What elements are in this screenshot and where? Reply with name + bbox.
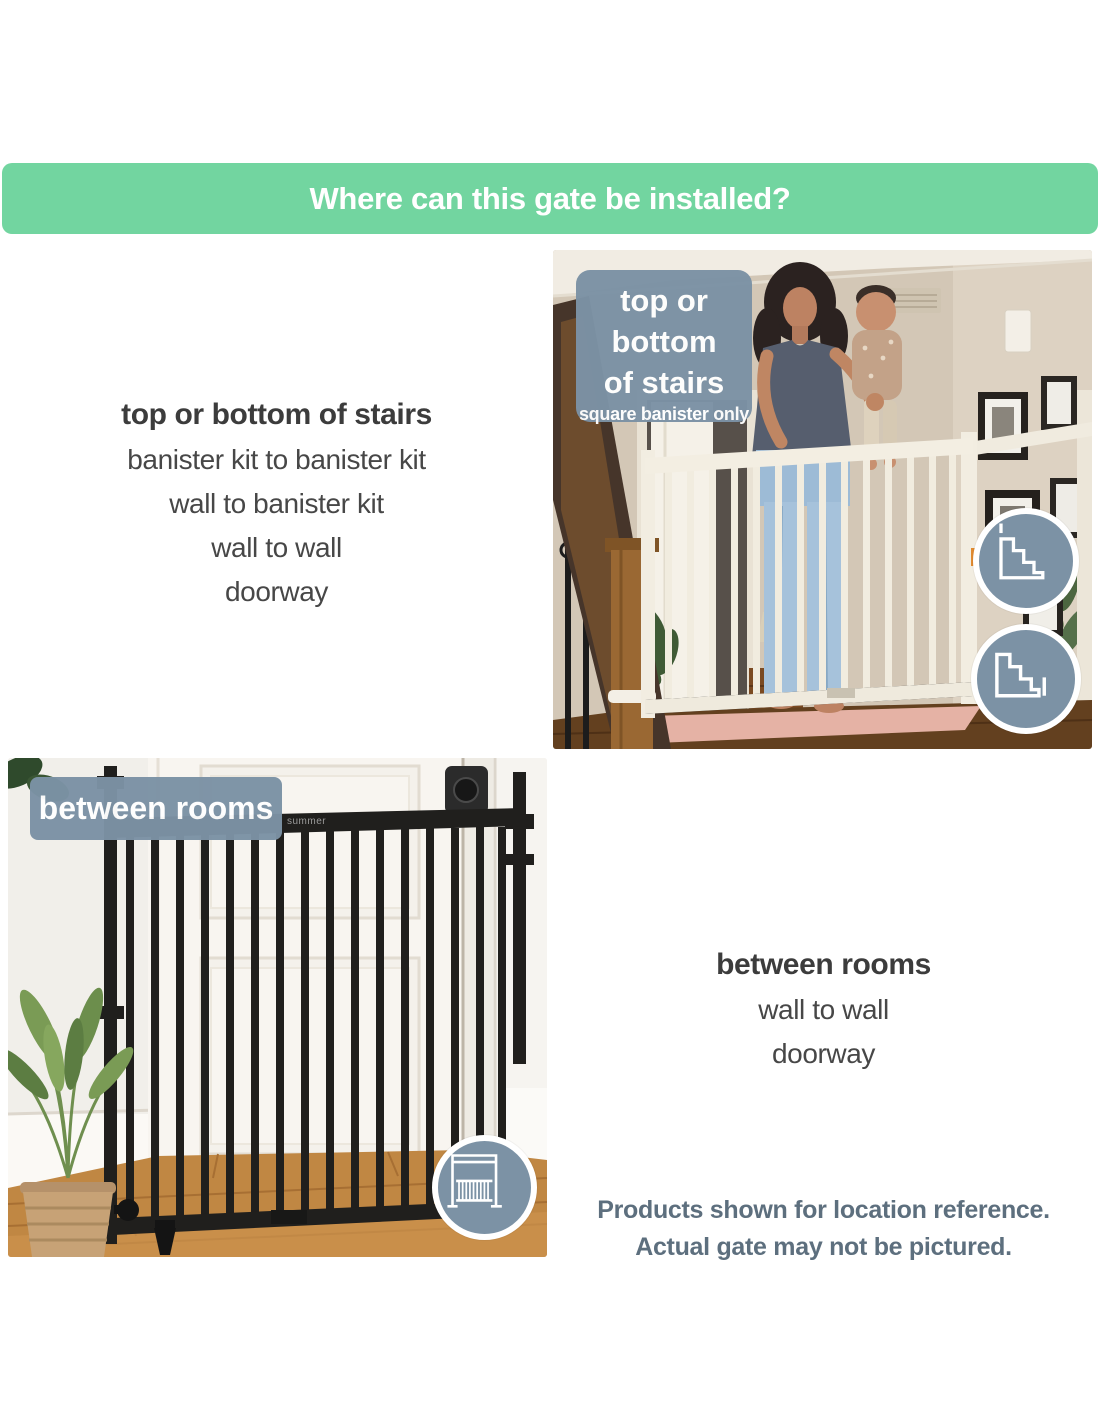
rooms-line-2: doorway (771, 1038, 876, 1069)
disclaimer-line-1: Products shown for location reference. (597, 1196, 1050, 1224)
rooms-photo (8, 758, 547, 1257)
rooms-heading: between rooms (716, 948, 931, 981)
rooms-text-block (547, 948, 1100, 1076)
doorway-glyph (438, 1141, 511, 1214)
stairs-heading: top or bottom of stairs (121, 398, 432, 431)
rooms-badge-label: between rooms (38, 790, 274, 826)
title-banner (2, 163, 1098, 234)
badge-line-3: of stairs (603, 365, 725, 400)
stairs-line-3: wall to wall (211, 532, 342, 563)
disclaimer-line-2: Actual gate may not be pictured. (635, 1233, 1012, 1261)
page-title: Where can this gate be installed? (309, 180, 791, 216)
badge-subline: square banister only (578, 404, 750, 424)
stairs-top-glyph (979, 514, 1052, 587)
badge-line-1: top or (620, 283, 708, 318)
stairs-line-1: banister kit to banister kit (127, 444, 426, 475)
stairs-text-block (0, 398, 553, 614)
deadbolt-lock (445, 766, 488, 814)
gate-brand-text: summer (287, 816, 327, 827)
rooms-line-1: wall to wall (758, 994, 889, 1025)
stairs-photo-badge (576, 270, 752, 422)
stairs-line-4: doorway (224, 576, 329, 607)
badge-line-2: bottom (611, 324, 717, 359)
disclaimer (547, 1192, 1100, 1266)
light-switch (1005, 310, 1031, 352)
stairs-bottom-glyph (977, 630, 1053, 706)
stairs-photo (553, 250, 1092, 749)
gate-at-top-of-stairs-icon (973, 508, 1079, 614)
gate-at-bottom-of-stairs-icon (971, 624, 1081, 734)
stairs-line-2: wall to banister kit (169, 488, 384, 519)
rooms-photo-badge (30, 777, 282, 840)
doorway-gate-icon (432, 1135, 537, 1240)
